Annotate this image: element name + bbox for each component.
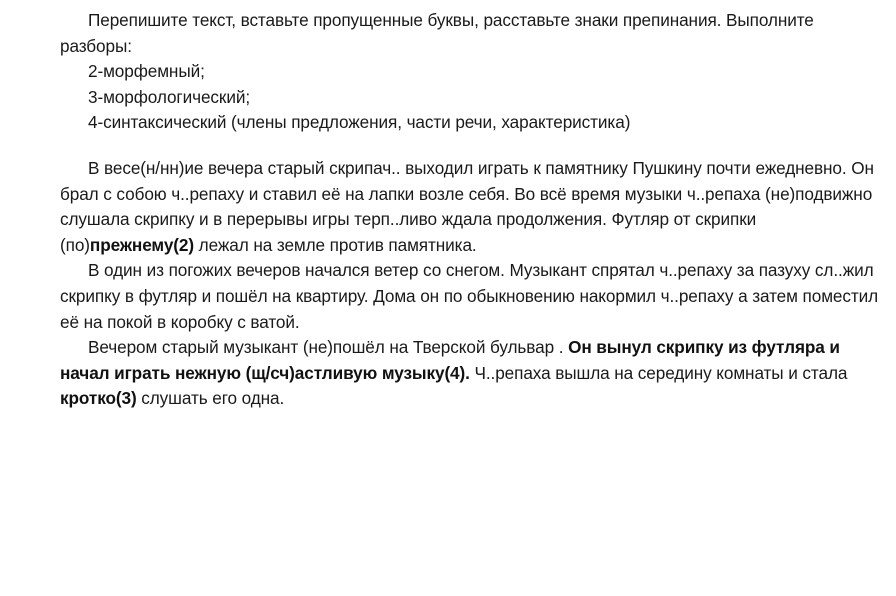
- bold-word-prezhnemu: прежнему(2): [89, 234, 194, 255]
- task-item-morphological: 3-морфологический;: [88, 86, 250, 107]
- paragraph-1-text: В весе(н/нн)ие вечера старый скрипач.. выходил играть к памятнику Пушкину почти ежедневно. Он брал с собою ч..репаху и ставил её на лапки возле себя. Во всё время музыки ч..репаха (не)подвижно слушала скрипку и в перерывы игры терп..ливо ждала продолжения. Футляр от скрипки (по): [60, 157, 874, 255]
- document-body: [60, 8, 880, 412]
- text-paragraph-1: [60, 156, 880, 258]
- paragraph-1-text-end: лежал на земле против памятника.: [194, 234, 477, 255]
- bold-word-krotko: кротко(3): [60, 388, 137, 409]
- paragraph-3-text-mid: Ч..репаха вышла на середину комнаты и стала: [469, 362, 848, 383]
- task-item-morphemic: 2-морфемный;: [88, 61, 205, 82]
- paragraph-3-text: Вечером старый музыкант (не)пошёл на Тверской бульвар .: [88, 337, 569, 358]
- paragraph-3-text-end: слушать его одна.: [136, 388, 285, 409]
- bold-sentence-syntax: Он вынул скрипку из футляра и начал играть нежную (щ/сч)астливую музыку(4).: [60, 337, 840, 383]
- task-instruction: Перепишите текст, вставьте пропущенные буквы, расставьте знаки препинания. Выполните разборы:: [60, 10, 814, 56]
- paragraph-gap: [60, 136, 880, 156]
- text-paragraph-2: В один из погожих вечеров начался ветер со снегом. Музыкант спрятал ч..репаху за пазуху сл..жил скрипку в футляр и пошёл на квартиру. Дома он по обыкновению накормил ч..репаху а затем поместил её на покой в коробку с ватой.: [60, 260, 879, 332]
- text-paragraph-3: [60, 335, 880, 412]
- task-item-syntactic: 4-синтаксический (члены предложения, части речи, характеристика): [88, 112, 631, 133]
